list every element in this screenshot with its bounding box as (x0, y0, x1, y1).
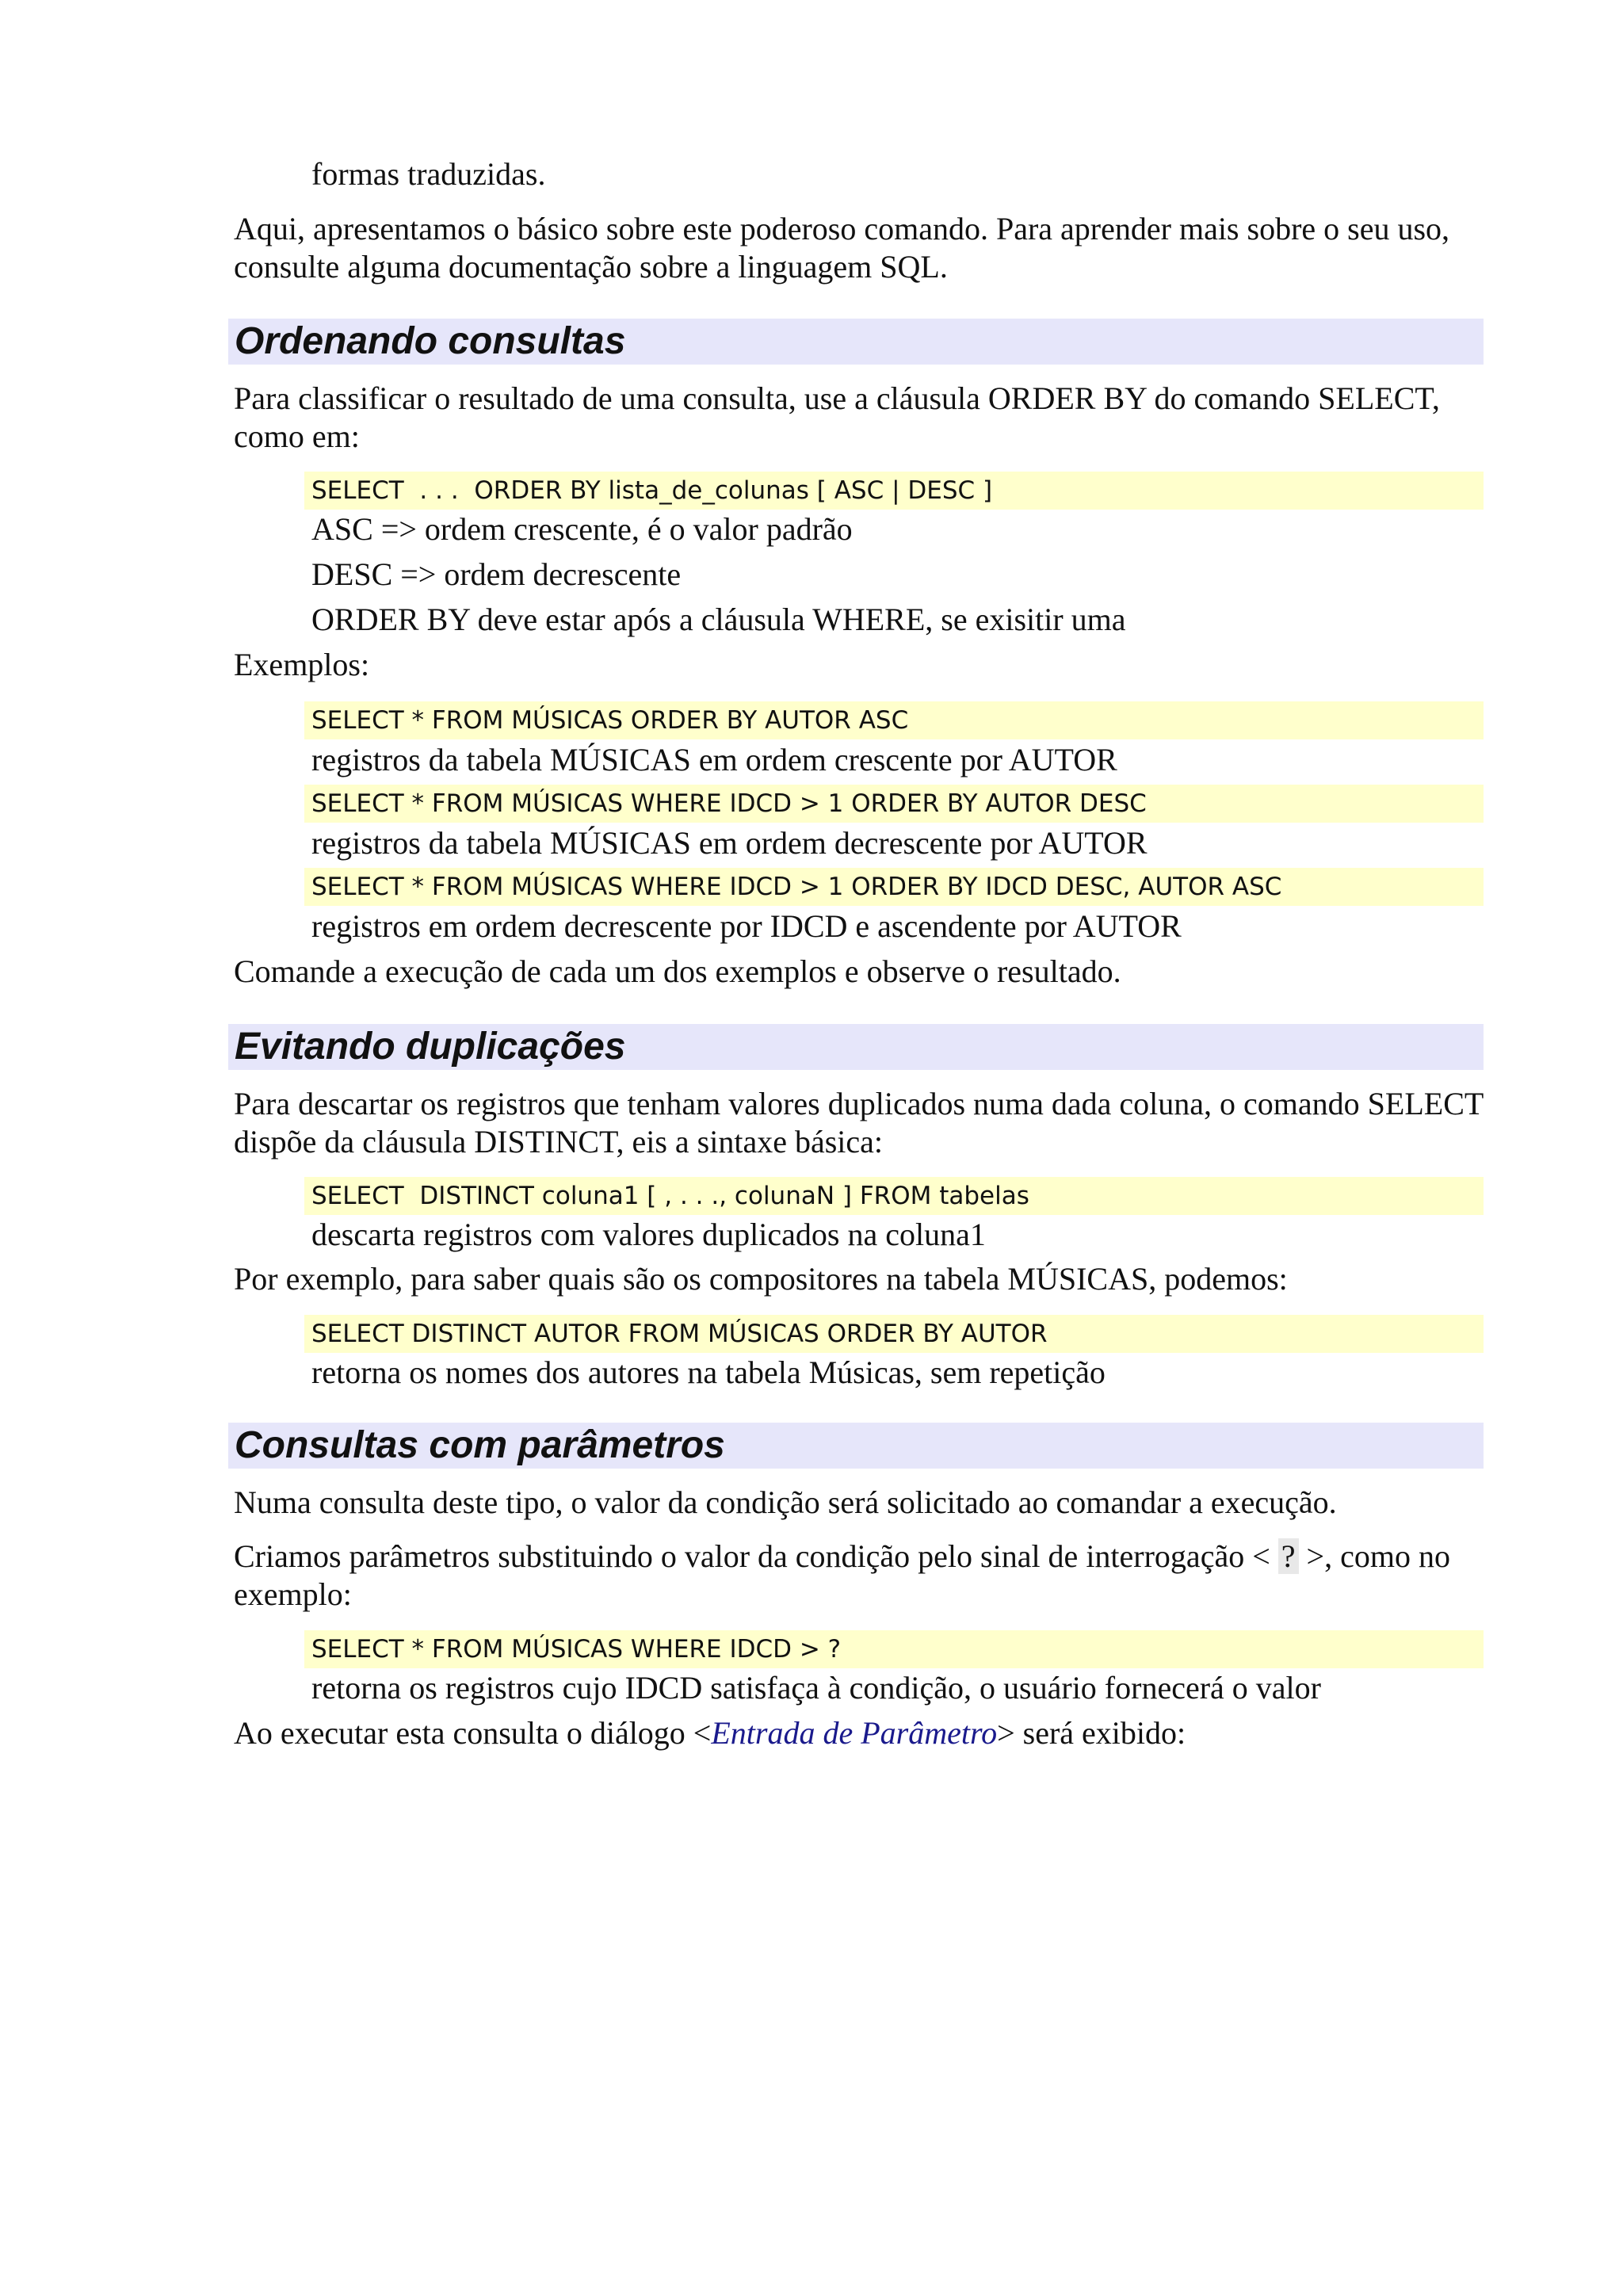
code-example-1: SELECT * FROM MÚSICAS ORDER BY AUTOR ASC (304, 701, 1484, 739)
ordenando-paragraph: Para classificar o resultado de uma consulta, use a cláusula ORDER BY do comando SELECT, como em: (234, 380, 1440, 454)
distinct-example-description: retorna os nomes dos autores na tabela Músicas, sem repetição (311, 1354, 1106, 1390)
question-mark-symbol: ? (1278, 1538, 1299, 1574)
note-asc: ASC => ordem crescente, é o valor padrão (311, 511, 853, 547)
intro-paragraph: Aqui, apresentamos o básico sobre este poderoso comando. Para aprender mais sobre o seu uso, consulte alguma documentação sobre a linguagem SQL. (234, 211, 1450, 285)
section-heading-evitando: Evitando duplicações (228, 1024, 1484, 1070)
intro-line: formas traduzidas. (311, 156, 546, 192)
section-heading-parametros: Consultas com parâmetros (228, 1423, 1484, 1469)
note-desc: DESC => ordem decrescente (311, 556, 682, 592)
code-order-by-syntax: SELECT . . . ORDER BY lista_de_colunas [ ASC | DESC ] (304, 472, 1484, 510)
evitando-paragraph: Para descartar os registros que tenham valores duplicados numa dada coluna, o comando SELECT dispõe da cláusula DISTINCT, eis a sintaxe básica: (234, 1086, 1484, 1159)
section-heading-ordenando: Ordenando consultas (228, 319, 1484, 365)
example-2-description: registros da tabela MÚSICAS em ordem decrescente por AUTOR (311, 825, 1148, 861)
parametros-paragraph-2: Criamos parâmetros substituindo o valor da condição pelo sinal de interrogação < ? >, como no exemplo: (234, 1538, 1450, 1612)
code-example-2: SELECT * FROM MÚSICAS WHERE IDCD > 1 ORDER BY AUTOR DESC (304, 785, 1484, 823)
code-distinct-example: SELECT DISTINCT AUTOR FROM MÚSICAS ORDER BY AUTOR (304, 1315, 1484, 1353)
parametros-paragraph-1: Numa consulta deste tipo, o valor da condição será solicitado ao comandar a execução. (234, 1484, 1337, 1520)
examples-label: Exemplos: (234, 647, 370, 682)
example-3-description: registros em ordem decrescente por IDCD e ascendente por AUTOR (311, 908, 1182, 944)
dialog-name-link[interactable]: Entrada de Parâmetro (711, 1715, 998, 1751)
ordenando-closing: Comande a execução de cada um dos exemplos e observe o resultado. (234, 953, 1121, 989)
distinct-example-intro: Por exemplo, para saber quais são os compositores na tabela MÚSICAS, podemos: (234, 1261, 1288, 1297)
note-order-by-position: ORDER BY deve estar após a cláusula WHERE, se exisitir uma (311, 602, 1126, 637)
code-distinct-syntax: SELECT DISTINCT coluna1 [ , . . ., colunaN ] FROM tabelas (304, 1177, 1484, 1215)
distinct-syntax-description: descarta registros com valores duplicados na coluna1 (311, 1217, 986, 1252)
parametros-closing: Ao executar esta consulta o diálogo <Entrada de Parâmetro> será exibido: (234, 1715, 1186, 1751)
parameter-example-description: retorna os registros cujo IDCD satisfaça à condição, o usuário fornecerá o valor (311, 1670, 1321, 1706)
code-parameter-example: SELECT * FROM MÚSICAS WHERE IDCD > ? (304, 1630, 1484, 1668)
example-1-description: registros da tabela MÚSICAS em ordem crescente por AUTOR (311, 742, 1117, 777)
code-example-3: SELECT * FROM MÚSICAS WHERE IDCD > 1 ORDER BY IDCD DESC, AUTOR ASC (304, 868, 1484, 906)
